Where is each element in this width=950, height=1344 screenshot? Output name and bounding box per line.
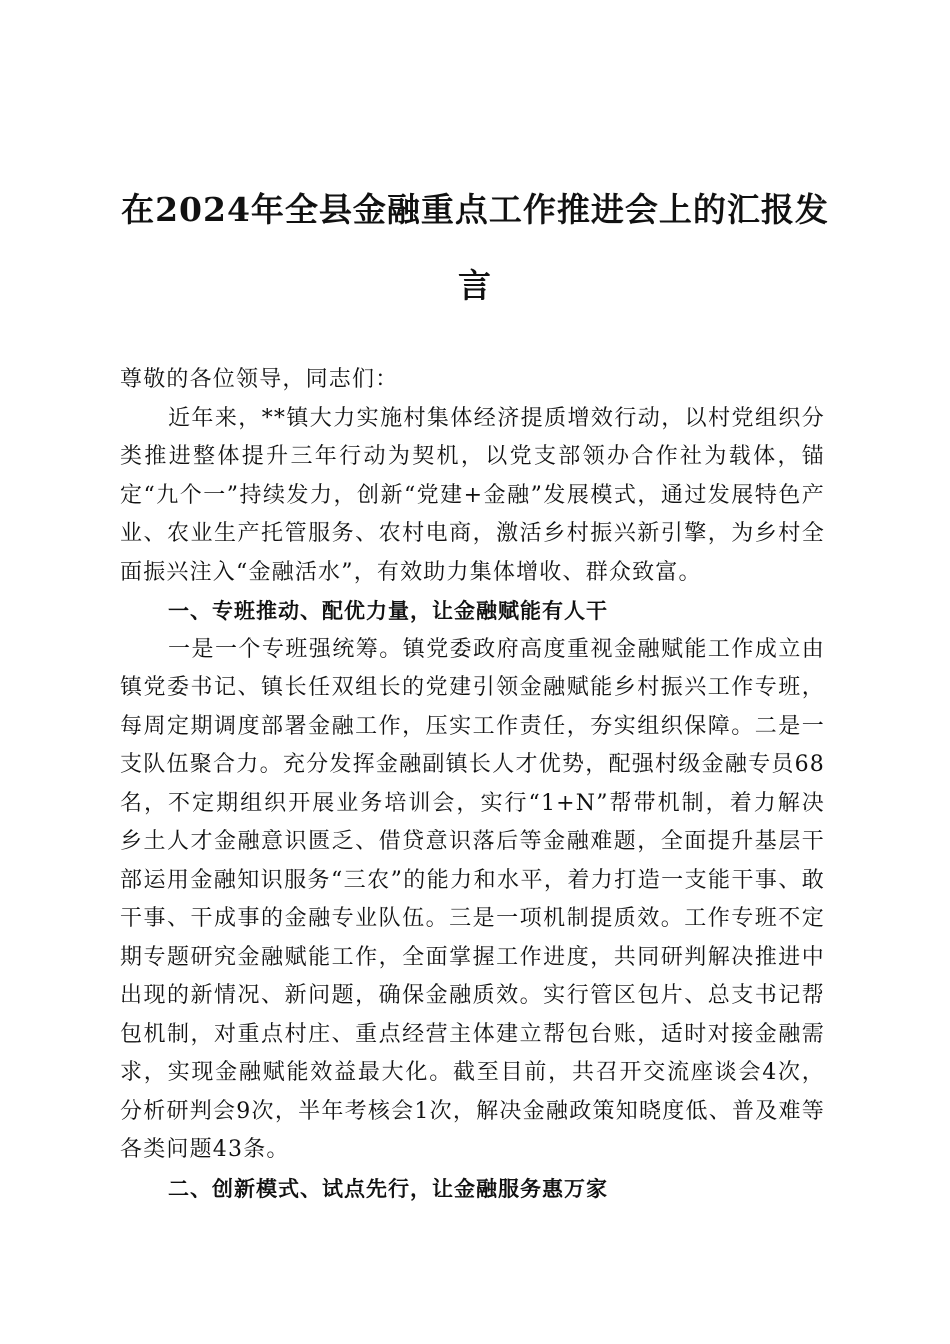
section-heading-1: 一、专班推动、配优力量，让金融赋能有人干 (168, 599, 608, 623)
section-paragraph-1: 一是一个专班强统筹。镇党委政府高度重视金融赋能工作成立由镇党委书记、镇长任双组长的党建引领金融赋能乡村振兴工作专班，每周定期调度部署金融工作，压实工作责任，夯实组织保障。二是一支队伍聚合力。充分发挥金融副镇长人才优势，配强村级金融专员68名，不定期组织开展业务培训会，实行“1+N”帮带机制，着力解决乡土人才金融意识匮乏、借贷意识落后等金融难题，全面提升基层干部运用金融知识服务“三农”的能力和水平，着力打造一支能干事、敢干事、干成事的金融专业队伍。三是一项机制提质效。工作专班不定期专题研究金融赋能工作，全面掌握工作进度，共同研判解决推进中出现的新情况、新问题，确保金融质效。实行管区包片、总支书记帮包机制，对重点村庄、重点经营主体建立帮包台账，适时对接金融需求，实现金融赋能效益最大化。截至目前，共召开交流座谈会4次，分析研判会9次，半年考核会1次，解决金融政策知晓度低、普及难等各类问题43条。 (120, 636, 825, 1162)
section-heading-2: 二、创新模式、试点先行，让金融服务惠万家 (168, 1176, 608, 1201)
intro-paragraph: 近年来，**镇大力实施村集体经济提质增效行动，以村党组织分类推进整体提升三年行动为契机，以党支部领办合作社为载体，锚定“九个一”持续发力，创新“党建+金融”发展模式，通过发展特色产业、农业生产托管服务、农村电商，激活乡村振兴新引擎，为乡村全面振兴注入“金融活水”，有效助力集体增收、群众致富。 (120, 405, 825, 585)
document-body (120, 361, 825, 1208)
document-title: 在2024年全县金融重点工作推进会上的汇报发言 (121, 190, 829, 305)
salutation: 尊敬的各位领导，同志们： (120, 367, 399, 392)
